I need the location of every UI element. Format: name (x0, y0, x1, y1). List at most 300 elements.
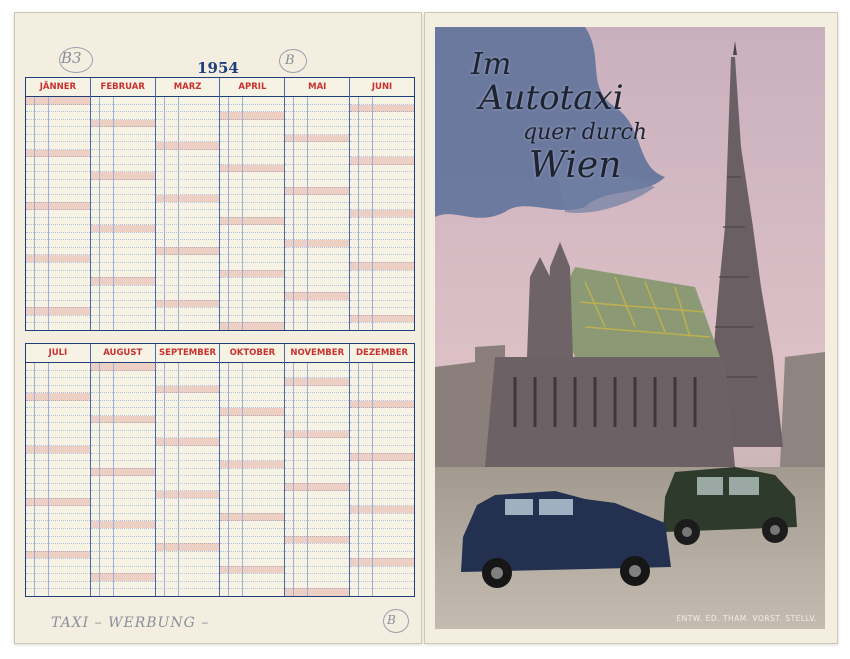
day-row (220, 141, 284, 149)
day-row (26, 104, 90, 112)
day-row (26, 156, 90, 164)
day-row (91, 377, 155, 385)
day-row (285, 194, 349, 202)
day-row (285, 422, 349, 430)
day-row (91, 551, 155, 559)
day-row (156, 498, 220, 506)
sunday-row-highlight (26, 97, 90, 105)
day-row-grid (156, 97, 220, 330)
day-row (156, 292, 220, 300)
day-row (26, 217, 90, 225)
day-row (285, 224, 349, 232)
day-row (156, 422, 220, 430)
day-row-grid (285, 363, 349, 596)
sunday-row-highlight (26, 446, 90, 454)
sunday-row-highlight (91, 416, 155, 424)
day-row (26, 460, 90, 468)
day-row (156, 505, 220, 513)
day-row (91, 490, 155, 498)
day-row (26, 277, 90, 285)
day-row (350, 588, 414, 596)
day-row (220, 551, 284, 559)
day-row (91, 209, 155, 217)
day-row (26, 536, 90, 544)
month-column (91, 78, 156, 330)
day-row (350, 445, 414, 453)
sunday-row-highlight (350, 262, 414, 270)
day-row (26, 126, 90, 134)
sunday-row-highlight (156, 543, 220, 551)
day-row (156, 528, 220, 536)
day-row (91, 536, 155, 544)
day-row (91, 254, 155, 262)
sunday-row-highlight (156, 300, 220, 308)
day-row (156, 415, 220, 423)
month-name: FEBRUAR (91, 78, 155, 97)
day-row (26, 588, 90, 596)
day-row (285, 490, 349, 498)
day-row (91, 179, 155, 187)
day-row (350, 407, 414, 415)
day-row (156, 520, 220, 528)
month-day-rows (156, 363, 220, 596)
day-row (220, 119, 284, 127)
month-day-rows (26, 97, 90, 330)
day-row (91, 285, 155, 293)
sunday-row-highlight (350, 157, 414, 165)
day-row (350, 270, 414, 278)
day-row (26, 490, 90, 498)
day-row (350, 134, 414, 142)
sunday-row-highlight (350, 453, 414, 461)
day-row (91, 126, 155, 134)
day-row (350, 224, 414, 232)
day-row (156, 171, 220, 179)
day-row (285, 558, 349, 566)
day-row (220, 156, 284, 164)
sunday-row-highlight (26, 202, 90, 210)
day-row (156, 322, 220, 330)
day-row (350, 277, 414, 285)
day-row (26, 315, 90, 323)
sunday-row-highlight (285, 240, 349, 248)
day-row (156, 377, 220, 385)
day-row (220, 171, 284, 179)
day-row (285, 498, 349, 506)
day-row (156, 307, 220, 315)
day-row (156, 239, 220, 247)
day-row (220, 453, 284, 461)
sunday-row-highlight (26, 307, 90, 315)
day-row-grid (220, 363, 284, 596)
taxi-advertisement-poster (435, 27, 825, 629)
day-row (285, 566, 349, 574)
day-row (26, 187, 90, 195)
day-row (26, 573, 90, 581)
day-row (156, 513, 220, 521)
day-row (26, 111, 90, 119)
day-row (220, 262, 284, 270)
day-row (26, 179, 90, 187)
day-row (91, 453, 155, 461)
day-row (156, 270, 220, 278)
day-row (220, 126, 284, 134)
day-row (350, 543, 414, 551)
handwritten-note-top-left: B3 (61, 49, 82, 67)
day-row (26, 247, 90, 255)
day-row (350, 141, 414, 149)
day-row (220, 490, 284, 498)
day-row (350, 422, 414, 430)
day-row (91, 134, 155, 142)
day-row (285, 445, 349, 453)
day-row (91, 164, 155, 172)
day-row (285, 164, 349, 172)
day-row (26, 581, 90, 589)
day-row (91, 475, 155, 483)
poster-title-line: Wien (529, 145, 622, 186)
sunday-row-highlight (220, 322, 284, 330)
day-row (26, 422, 90, 430)
sunday-row-highlight (285, 588, 349, 596)
day-row (156, 254, 220, 262)
day-row (285, 415, 349, 423)
day-row (285, 104, 349, 112)
sunday-row-highlight (285, 187, 349, 195)
background-buildings (780, 352, 825, 467)
day-row (91, 217, 155, 225)
month-name: APRIL (220, 78, 284, 97)
day-row (285, 270, 349, 278)
sunday-row-highlight (350, 506, 414, 514)
day-row (220, 468, 284, 476)
sunday-row-highlight (26, 150, 90, 158)
day-row (91, 392, 155, 400)
sunday-row-highlight (156, 438, 220, 446)
day-row (285, 581, 349, 589)
day-row (285, 543, 349, 551)
day-row (156, 573, 220, 581)
day-row (350, 437, 414, 445)
day-row (350, 232, 414, 240)
month-column (91, 344, 156, 596)
month-column (26, 344, 91, 596)
day-row (350, 370, 414, 378)
day-row (350, 285, 414, 293)
sunday-row-highlight (220, 566, 284, 574)
day-row (91, 407, 155, 415)
sunday-row-highlight (156, 386, 220, 394)
day-row (220, 277, 284, 285)
sunday-row-highlight (350, 105, 414, 113)
day-row (26, 558, 90, 566)
sunday-row-highlight (26, 255, 90, 263)
day-row (220, 543, 284, 551)
day-row (285, 126, 349, 134)
poster-title (463, 47, 703, 186)
day-row (350, 551, 414, 559)
day-row (156, 111, 220, 119)
day-row (156, 392, 220, 400)
day-row (285, 437, 349, 445)
day-row (156, 551, 220, 559)
day-row (285, 400, 349, 408)
day-row (91, 111, 155, 119)
sunday-row-highlight (91, 573, 155, 581)
day-row (220, 528, 284, 536)
day-row (350, 171, 414, 179)
month-day-rows (91, 363, 155, 596)
sunday-row-highlight (285, 135, 349, 143)
month-name: JÄNNER (26, 78, 90, 97)
day-row (220, 377, 284, 385)
day-row (156, 187, 220, 195)
sunday-row-highlight (285, 536, 349, 544)
sunday-row-highlight (156, 491, 220, 499)
day-row (285, 247, 349, 255)
month-name: DEZEMBER (350, 344, 414, 363)
day-row (220, 224, 284, 232)
day-row (91, 370, 155, 378)
day-row (350, 460, 414, 468)
day-row (220, 573, 284, 581)
day-row (220, 392, 284, 400)
day-row (285, 254, 349, 262)
sunday-row-highlight (91, 172, 155, 180)
day-row (220, 415, 284, 423)
month-name: NOVEMBER (285, 344, 349, 363)
day-row (91, 202, 155, 210)
day-row (156, 445, 220, 453)
day-row (156, 224, 220, 232)
day-row (220, 445, 284, 453)
day-row (220, 194, 284, 202)
sunday-row-highlight (350, 315, 414, 323)
sunday-row-highlight (285, 292, 349, 300)
day-row (156, 566, 220, 574)
sunday-row-highlight (26, 551, 90, 559)
month-day-rows (26, 363, 90, 596)
artist-credit: ENTW. ED. THAM. VORST. STELLV. (676, 614, 817, 623)
sunday-row-highlight (350, 401, 414, 409)
day-row (350, 300, 414, 308)
day-row (220, 179, 284, 187)
day-row (350, 566, 414, 574)
sunday-row-highlight (350, 210, 414, 218)
day-row (285, 392, 349, 400)
sunday-row-highlight (91, 363, 155, 371)
sunday-row-highlight (91, 225, 155, 233)
day-row-grid (91, 363, 155, 596)
day-row (285, 453, 349, 461)
day-row (285, 156, 349, 164)
month-column (220, 78, 285, 330)
day-row (350, 528, 414, 536)
day-row (26, 407, 90, 415)
day-row (285, 307, 349, 315)
day-row (285, 468, 349, 476)
month-day-rows (285, 97, 349, 330)
day-row (91, 437, 155, 445)
poster-title-line: quer durch (523, 120, 648, 145)
day-row (156, 277, 220, 285)
day-row (220, 149, 284, 157)
day-row (285, 285, 349, 293)
day-row (156, 104, 220, 112)
day-row (285, 370, 349, 378)
day-row (220, 209, 284, 217)
sunday-row-highlight (220, 513, 284, 521)
day-row (91, 483, 155, 491)
month-name: MARZ (156, 78, 220, 97)
day-row (91, 498, 155, 506)
day-row (285, 505, 349, 513)
day-row (285, 300, 349, 308)
month-name: JUNI (350, 78, 414, 97)
sunday-row-highlight (220, 270, 284, 278)
day-row (350, 179, 414, 187)
day-row (285, 528, 349, 536)
day-row (156, 179, 220, 187)
day-row (220, 581, 284, 589)
day-row (26, 543, 90, 551)
day-row (350, 377, 414, 385)
poster-title-line: Im (471, 47, 512, 82)
day-row (285, 111, 349, 119)
day-row (220, 430, 284, 438)
day-row (91, 558, 155, 566)
day-row (91, 322, 155, 330)
day-row (156, 285, 220, 293)
day-row (350, 254, 414, 262)
day-row (91, 445, 155, 453)
day-row (91, 300, 155, 308)
day-row (220, 422, 284, 430)
day-row (350, 111, 414, 119)
day-row (91, 460, 155, 468)
month-name: MAI (285, 78, 349, 97)
day-row (350, 430, 414, 438)
day-row (26, 292, 90, 300)
month-day-rows (91, 97, 155, 330)
day-row (26, 453, 90, 461)
day-row (285, 551, 349, 559)
calendar-second-half (25, 343, 415, 597)
day-row (91, 581, 155, 589)
day-row (350, 513, 414, 521)
day-row (26, 505, 90, 513)
calendar-year: 1954 (197, 59, 239, 77)
day-row (350, 164, 414, 172)
day-row (350, 239, 414, 247)
day-row (91, 292, 155, 300)
day-row (91, 513, 155, 521)
day-row (26, 513, 90, 521)
day-row (156, 315, 220, 323)
day-row (26, 528, 90, 536)
month-day-rows (285, 363, 349, 596)
month-day-rows (350, 363, 414, 596)
handwritten-note-top-right: B (285, 53, 295, 68)
day-row (156, 460, 220, 468)
day-row (26, 119, 90, 127)
day-row (285, 513, 349, 521)
day-row (350, 217, 414, 225)
day-row (26, 322, 90, 330)
day-row (350, 292, 414, 300)
sunday-row-highlight (26, 498, 90, 506)
month-column (350, 78, 414, 330)
day-row-grid (220, 97, 284, 330)
sunday-row-highlight (220, 165, 284, 173)
month-column (285, 78, 350, 330)
month-day-rows (350, 97, 414, 330)
day-row (350, 415, 414, 423)
day-row (350, 385, 414, 393)
day-row (156, 483, 220, 491)
cathedral-facade (485, 357, 735, 467)
day-row (91, 528, 155, 536)
day-row (350, 498, 414, 506)
day-row (156, 232, 220, 240)
day-row (350, 119, 414, 127)
sunday-row-highlight (350, 558, 414, 566)
day-row (26, 262, 90, 270)
calendar-card (14, 12, 422, 644)
day-row (285, 573, 349, 581)
day-row (220, 104, 284, 112)
day-row (285, 385, 349, 393)
day-row (285, 520, 349, 528)
day-row (156, 164, 220, 172)
sunday-row-highlight (220, 112, 284, 120)
day-row (156, 588, 220, 596)
handwritten-note-bottom-right: B (387, 613, 396, 627)
day-row (220, 300, 284, 308)
day-row (26, 370, 90, 378)
day-row (91, 270, 155, 278)
day-row (350, 126, 414, 134)
day-row (220, 292, 284, 300)
month-name: AUGUST (91, 344, 155, 363)
day-row (156, 370, 220, 378)
day-row (26, 239, 90, 247)
day-row (91, 315, 155, 323)
sunday-row-highlight (285, 483, 349, 491)
day-row (350, 392, 414, 400)
day-row (156, 536, 220, 544)
day-row (285, 277, 349, 285)
day-row (220, 400, 284, 408)
day-row (220, 307, 284, 315)
day-row (26, 430, 90, 438)
day-row (26, 475, 90, 483)
day-row (220, 475, 284, 483)
day-row (91, 239, 155, 247)
sunday-row-highlight (91, 468, 155, 476)
day-row (285, 119, 349, 127)
day-row (350, 149, 414, 157)
day-row (285, 179, 349, 187)
day-row-grid (156, 363, 220, 596)
month-column (26, 78, 91, 330)
day-row (220, 498, 284, 506)
day-row (91, 400, 155, 408)
day-row (220, 202, 284, 210)
day-row (156, 134, 220, 142)
day-row (285, 322, 349, 330)
day-row (26, 224, 90, 232)
